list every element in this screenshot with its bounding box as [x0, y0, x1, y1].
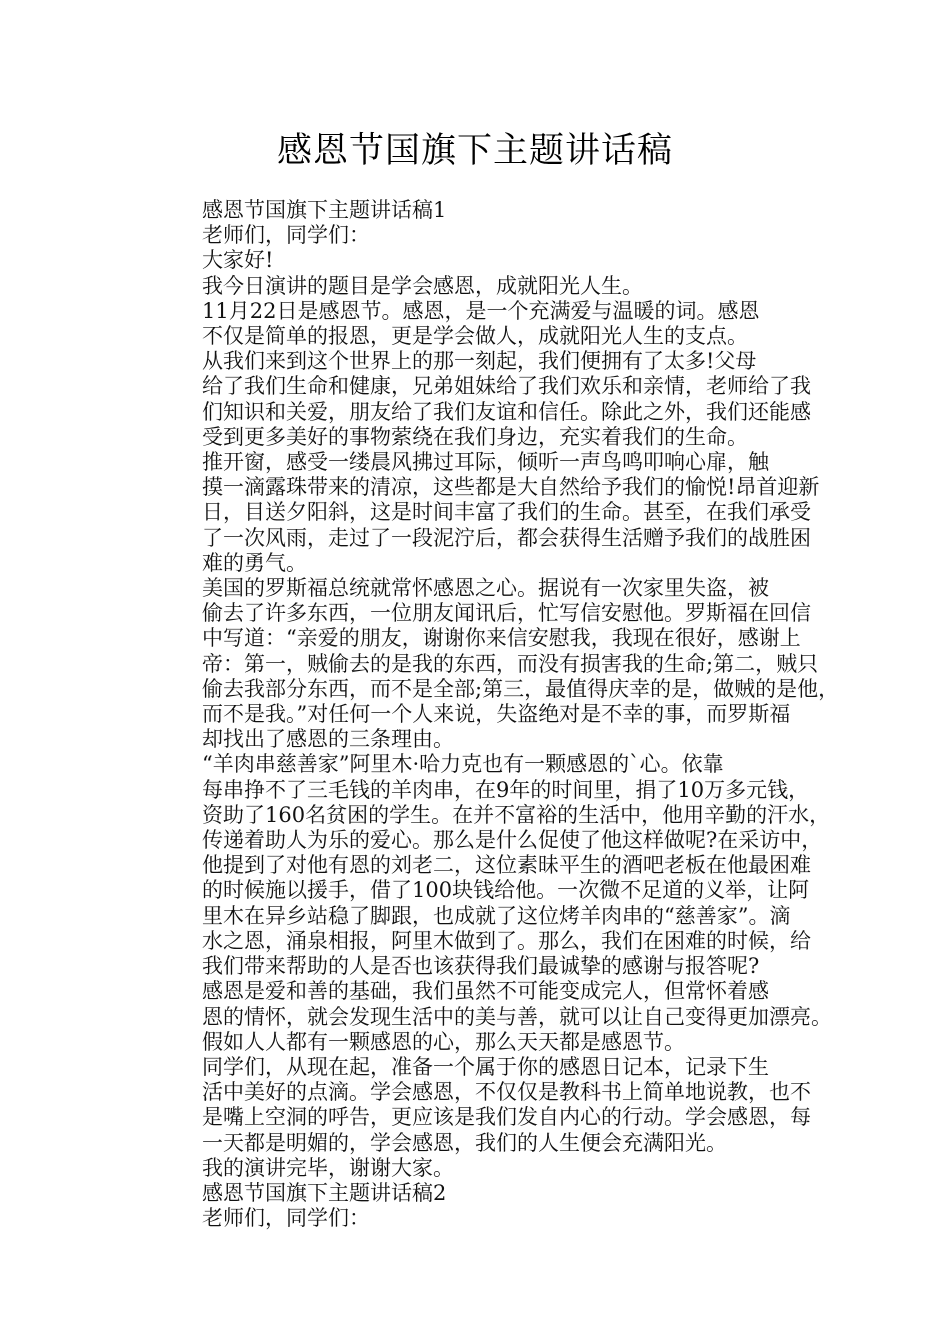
text-line: 活中美好的点滴。学会感恩，不仅仅是教科书上简单地说教，也不 — [202, 1080, 811, 1105]
text-line: 里木在异乡站稳了脚跟，也成就了这位烤羊肉串的“慈善家”。滴 — [202, 903, 791, 928]
text-line: 每串挣不了三毛钱的羊肉串，在9年的时间里，捐了10万多元钱， — [202, 777, 810, 802]
paragraph — [146, 1181, 822, 1206]
text-line: 我们带来帮助的人是否也该获得我们最诚挚的感谢与报答呢? — [202, 954, 760, 979]
text-line: 一天都是明媚的，学会感恩，我们的人生便会充满阳光。 — [202, 1130, 727, 1155]
text-line: 大家好! — [202, 248, 274, 273]
text-line: 老师们，同学们： — [202, 1206, 370, 1231]
text-line: 的时候施以援手，借了100块钱给他。一次微不足道的义举，让阿 — [202, 878, 810, 903]
document-body — [146, 198, 840, 1231]
paragraph — [146, 1055, 822, 1156]
paragraph — [146, 450, 822, 576]
text-line: 帝：第一，贼偷去的是我的东西，而没有损害我的生命;第二，贼只 — [202, 651, 819, 676]
text-line: 他提到了对他有恩的刘老二，这位素昧平生的酒吧老板在他最困难 — [202, 853, 811, 878]
text-line: 们知识和关爱，朋友给了我们友谊和信任。除此之外，我们还能感 — [202, 399, 811, 424]
text-line: 11月22日是感恩节。感恩，是一个充满爱与温暖的词。感恩 — [202, 298, 760, 323]
text-line: 感恩节国旗下主题讲话稿2 — [202, 1180, 447, 1205]
text-line: 摸一滴露珠带来的清凉，这些都是大自然给予我们的愉悦!昂首迎新 — [202, 475, 820, 500]
text-line: 而不是我。”对任何一个人来说，失盗绝对是不幸的事，而罗斯福 — [202, 702, 791, 727]
text-line: 却找出了感恩的三条理由。 — [202, 727, 454, 752]
text-line: “羊肉串慈善家”阿里木·哈力克也有一颗感恩的`心。依靠 — [202, 752, 724, 777]
paragraph — [146, 299, 822, 349]
text-line: 传递着助人为乐的爱心。那么是什么促使了他这样做呢?在采访中， — [202, 828, 823, 853]
paragraph — [146, 1206, 822, 1231]
text-line: 难的勇气。 — [202, 550, 307, 575]
text-line: 日，目送夕阳斜，这是时间丰富了我们的生命。甚至，在我们承受 — [202, 500, 811, 525]
text-line: 是嘴上空洞的呼告，更应该是我们发自内心的行动。学会感恩，每 — [202, 1105, 811, 1130]
text-line: 老师们，同学们： — [202, 223, 370, 248]
paragraph — [146, 1156, 822, 1181]
text-line: 从我们来到这个世界上的那一刻起，我们便拥有了太多!父母 — [202, 349, 757, 374]
paragraph — [146, 979, 832, 1055]
text-line: 恩的情怀，就会发现生活中的美与善，就可以让自己变得更加漂亮。 — [202, 1004, 832, 1029]
text-line: 中写道：“亲爱的朋友，谢谢你来信安慰我，我现在很好，感谢上 — [202, 626, 801, 651]
text-line: 感恩是爱和善的基础，我们虽然不可能变成完人，但常怀着感 — [202, 979, 769, 1004]
text-line: 偷去了许多东西，一位朋友闻讯后，忙写信安慰他。罗斯福在回信 — [202, 601, 811, 626]
paragraph — [146, 274, 822, 299]
text-line: 同学们，从现在起，准备一个属于你的感恩日记本，记录下生 — [202, 1054, 769, 1079]
document-title: 感恩节国旗下主题讲话稿 — [276, 131, 673, 171]
text-line: 水之恩，涌泉相报，阿里木做到了。那么，我们在困难的时候，给 — [202, 928, 811, 953]
paragraph — [146, 198, 822, 223]
text-line: 了一次风雨，走过了一段泥泞后，都会获得生活赠予我们的战胜困 — [202, 525, 811, 550]
text-line: 资助了160名贫困的学生。在并不富裕的生活中，他用辛勤的汗水， — [202, 802, 831, 827]
text-line: 我今日演讲的题目是学会感恩，成就阳光人生。 — [202, 273, 643, 298]
text-line: 美国的罗斯福总统就常怀感恩之心。据说有一次家里失盗，被 — [202, 576, 769, 601]
paragraph — [146, 576, 840, 752]
text-line: 受到更多美好的事物萦绕在我们身边，充实着我们的生命。 — [202, 424, 748, 449]
text-line: 偷去我部分东西，而不是全部;第三，最值得庆幸的是，做贼的是他， — [202, 676, 840, 701]
text-line: 感恩节国旗下主题讲话稿1 — [202, 198, 447, 222]
text-line: 不仅是简单的报恩，更是学会做人，成就阳光人生的支点。 — [202, 324, 748, 349]
text-line: 推开窗，感受一缕晨风拂过耳际，倾听一声鸟鸣叩响心扉，触 — [202, 450, 769, 475]
text-line: 给了我们生命和健康，兄弟姐妹给了我们欢乐和亲情，老师给了我 — [202, 374, 811, 399]
paragraph — [146, 752, 831, 979]
text-line: 我的演讲完毕，谢谢大家。 — [202, 1155, 454, 1180]
paragraph — [146, 248, 822, 273]
paragraph — [146, 349, 822, 450]
paragraph — [146, 223, 822, 248]
text-line: 假如人人都有一颗感恩的心，那么天天都是感恩节。 — [202, 1029, 685, 1054]
